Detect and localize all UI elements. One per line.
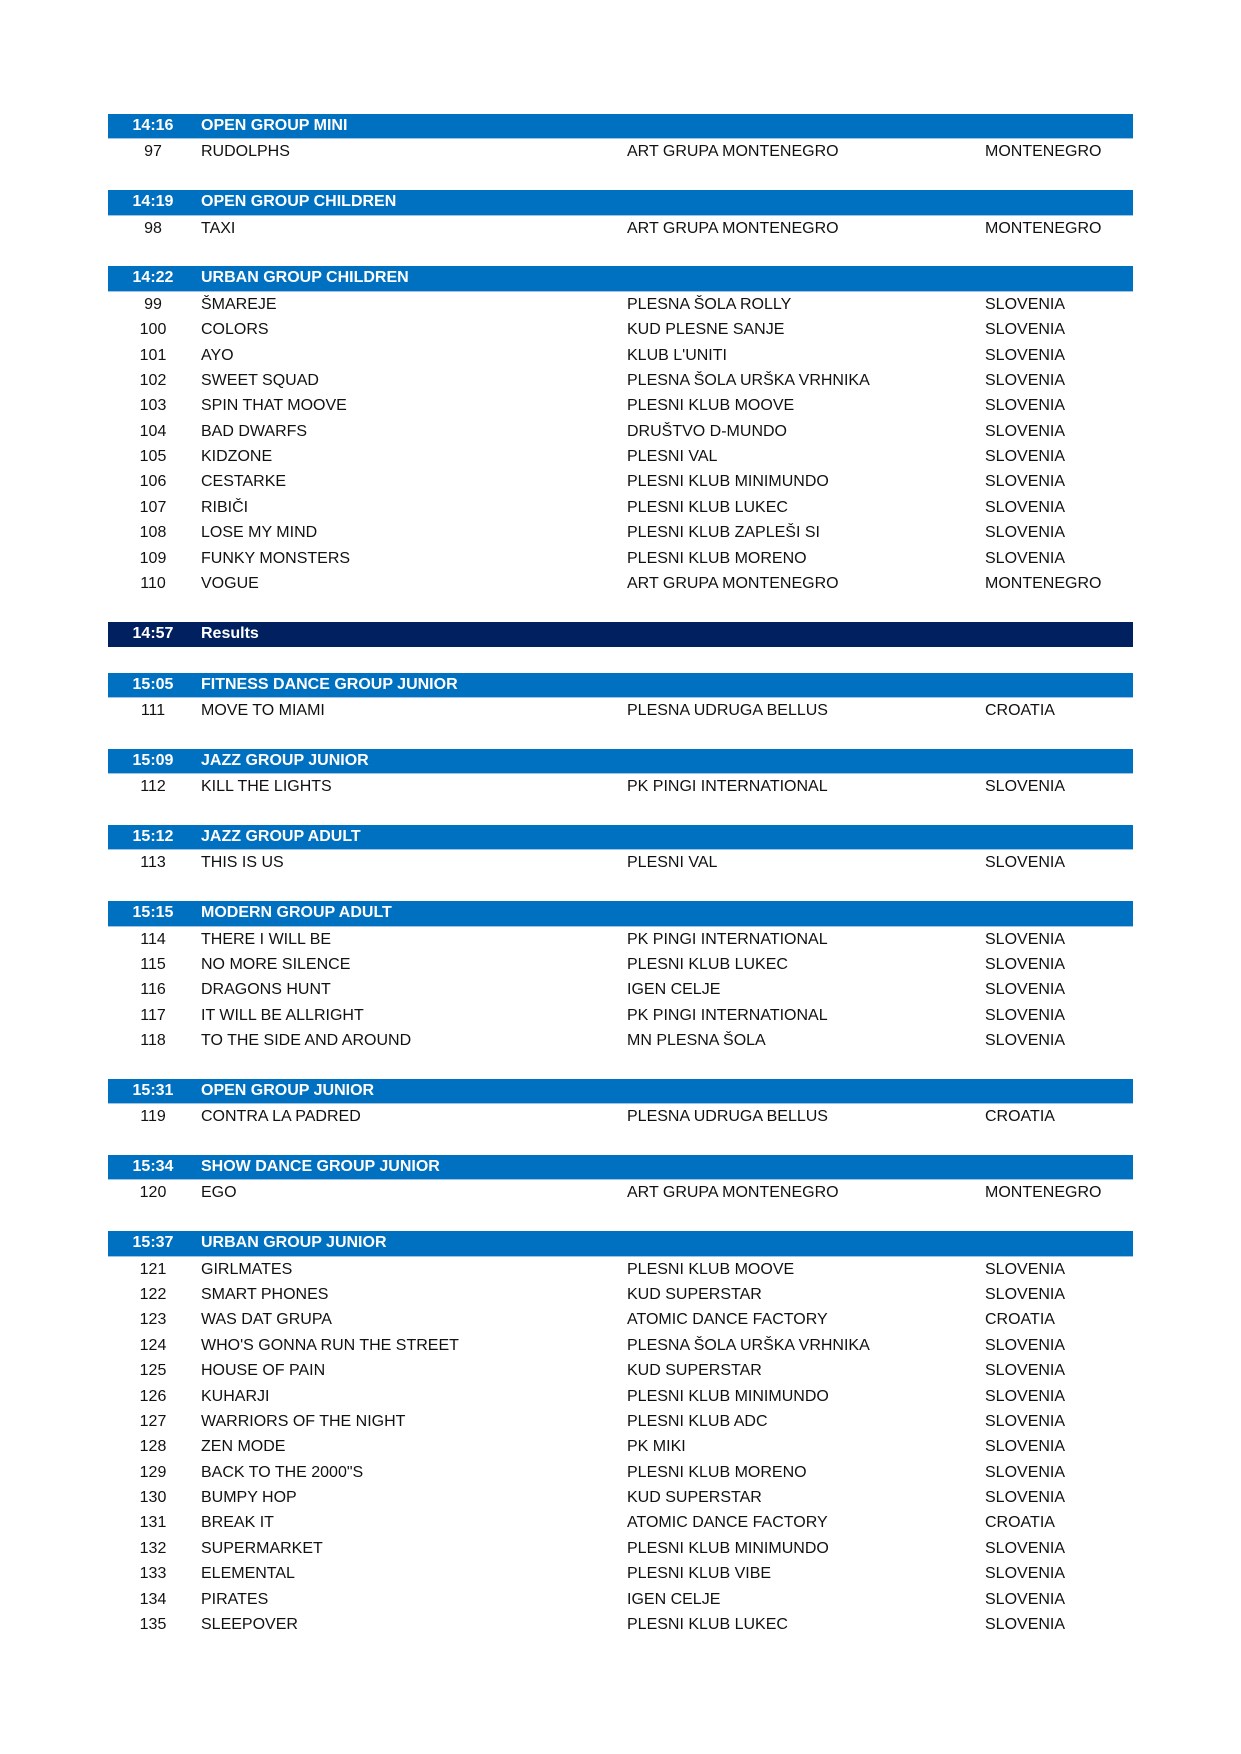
entry-name: SMART PHONES <box>201 1285 329 1303</box>
entry-club: MN PLESNA ŠOLA <box>627 1032 766 1050</box>
section-spacer <box>108 165 1133 190</box>
entry-name: KIDZONE <box>201 448 273 466</box>
schedule-section <box>108 1155 1133 1231</box>
entry-club: PLESNI KLUB VIBE <box>627 1565 772 1583</box>
entry-row <box>108 1587 1133 1612</box>
entry-number: 106 <box>139 473 167 491</box>
entry-row <box>108 419 1133 444</box>
entry-number: 105 <box>139 448 167 466</box>
entry-name: WARRIORS OF THE NIGHT <box>201 1412 406 1430</box>
entry-number: 102 <box>139 371 167 389</box>
entry-number: 128 <box>139 1438 167 1456</box>
section-title: JAZZ GROUP ADULT <box>201 827 361 845</box>
entry-club: PK PINGI INTERNATIONAL <box>627 778 828 796</box>
entry-club: ATOMIC DANCE FACTORY <box>627 1514 828 1532</box>
entry-number: 103 <box>139 397 167 415</box>
entry-number: 132 <box>139 1539 167 1557</box>
category-header <box>108 1155 1133 1180</box>
entry-row <box>108 1434 1133 1459</box>
entry-number: 124 <box>139 1336 167 1354</box>
section-spacer <box>108 1053 1133 1078</box>
entry-row <box>108 1104 1133 1129</box>
entry-club: KUD SUPERSTAR <box>627 1362 762 1380</box>
entry-row <box>108 1307 1133 1332</box>
entry-club: PK MIKI <box>627 1438 686 1456</box>
entry-number: 117 <box>140 1006 166 1024</box>
entry-club: ATOMIC DANCE FACTORY <box>627 1311 828 1329</box>
category-header <box>108 114 1133 139</box>
entry-club: PLESNA ŠOLA URŠKA VRHNIKA <box>627 1336 870 1354</box>
entry-country: SLOVENIA <box>985 295 1066 313</box>
entry-number: 100 <box>139 321 167 339</box>
entry-row <box>108 216 1133 241</box>
section-time: 15:09 <box>132 751 174 769</box>
entry-row <box>108 139 1133 164</box>
section-spacer <box>108 800 1133 825</box>
entry-number: 134 <box>139 1590 167 1608</box>
entry-club: PLESNI KLUB ZAPLEŠI SI <box>627 524 820 542</box>
entry-row <box>108 469 1133 494</box>
entry-row <box>108 698 1133 723</box>
entry-country: CROATIA <box>985 701 1055 719</box>
entry-name: BACK TO THE 2000"S <box>201 1463 364 1481</box>
entry-number: 115 <box>140 955 166 973</box>
entry-club: PLESNA ŠOLA URŠKA VRHNIKA <box>627 371 870 389</box>
entry-country: SLOVENIA <box>985 1032 1066 1050</box>
entry-name: GIRLMATES <box>201 1260 293 1278</box>
entry-number: 104 <box>139 422 167 440</box>
entry-row <box>108 850 1133 875</box>
entry-row <box>108 1561 1133 1586</box>
section-title: JAZZ GROUP JUNIOR <box>201 751 369 769</box>
entry-name: COLORS <box>201 321 269 339</box>
entry-number: 119 <box>140 1108 166 1126</box>
entry-country: SLOVENIA <box>985 1616 1066 1634</box>
entry-name: SLEEPOVER <box>201 1616 298 1634</box>
entry-number: 123 <box>139 1311 167 1329</box>
section-spacer <box>108 241 1133 266</box>
entry-name: CONTRA LA PADRED <box>201 1108 361 1126</box>
section-title: OPEN GROUP MINI <box>201 117 348 134</box>
entry-row <box>108 1180 1133 1205</box>
entry-number: 127 <box>139 1412 167 1430</box>
entry-number: 111 <box>140 701 166 719</box>
entry-number: 99 <box>144 295 162 313</box>
entry-row <box>108 1282 1133 1307</box>
entry-club: PLESNA ŠOLA ROLLY <box>627 295 792 313</box>
entry-club: IGEN CELJE <box>627 1590 721 1608</box>
entry-name: BAD DWARFS <box>201 422 308 440</box>
category-header <box>108 749 1133 774</box>
section-time: 15:12 <box>132 827 174 845</box>
entry-row <box>108 546 1133 571</box>
schedule-section <box>108 901 1133 1079</box>
section-time: 15:31 <box>132 1081 174 1099</box>
section-time: 15:37 <box>132 1234 174 1252</box>
entry-row <box>108 343 1133 368</box>
entry-club: PLESNI KLUB LUKEC <box>627 498 788 516</box>
section-time: 15:05 <box>132 675 174 693</box>
category-header <box>108 901 1133 926</box>
entry-number: 122 <box>139 1285 167 1303</box>
entry-club: PLESNI KLUB LUKEC <box>627 955 788 973</box>
entry-country: SLOVENIA <box>985 346 1066 364</box>
entry-country: SLOVENIA <box>985 371 1066 389</box>
entry-row <box>108 495 1133 520</box>
entry-club: PLESNI KLUB MOOVE <box>627 397 795 415</box>
schedule-table <box>108 114 1133 1637</box>
section-title: SHOW DANCE GROUP JUNIOR <box>201 1158 440 1176</box>
entry-country: SLOVENIA <box>985 930 1066 948</box>
entry-club: ART GRUPA MONTENEGRO <box>627 575 839 593</box>
entry-row <box>108 292 1133 317</box>
entry-country: CROATIA <box>985 1514 1055 1532</box>
entry-country: SLOVENIA <box>985 1539 1066 1557</box>
entry-name: ŠMAREJE <box>201 295 277 313</box>
entry-country: SLOVENIA <box>985 1565 1066 1583</box>
entry-number: 118 <box>140 1032 166 1050</box>
section-time: 14:19 <box>132 193 174 211</box>
entry-number: 108 <box>139 524 167 542</box>
entry-row <box>108 520 1133 545</box>
section-spacer <box>108 723 1133 748</box>
entry-country: SLOVENIA <box>985 955 1066 973</box>
entry-country: SLOVENIA <box>985 1463 1066 1481</box>
entry-row <box>108 1358 1133 1383</box>
entry-country: SLOVENIA <box>985 422 1066 440</box>
entry-club: PLESNA UDRUGA BELLUS <box>627 701 828 719</box>
category-header <box>108 825 1133 850</box>
section-title: Results <box>201 624 259 642</box>
entry-country: SLOVENIA <box>985 1590 1066 1608</box>
entry-name: KILL THE LIGHTS <box>201 778 332 796</box>
entry-country: SLOVENIA <box>985 1336 1066 1354</box>
schedule-section <box>108 1079 1133 1155</box>
entry-country: SLOVENIA <box>985 397 1066 415</box>
entry-number: 97 <box>144 143 162 161</box>
entry-row <box>108 1409 1133 1434</box>
entry-name: BREAK IT <box>201 1514 274 1532</box>
entry-name: EGO <box>201 1184 237 1202</box>
category-header <box>108 190 1133 215</box>
entry-club: PLESNI KLUB MORENO <box>627 549 807 567</box>
entry-name: TO THE SIDE AND AROUND <box>201 1032 412 1050</box>
section-spacer <box>108 1130 1133 1155</box>
entry-country: SLOVENIA <box>985 1260 1066 1278</box>
entry-row <box>108 1485 1133 1510</box>
entry-number: 113 <box>140 854 166 872</box>
section-title: URBAN GROUP JUNIOR <box>201 1234 387 1252</box>
entry-name: FUNKY MONSTERS <box>201 549 351 567</box>
schedule-section <box>108 190 1133 266</box>
entry-name: RUDOLPHS <box>201 143 290 161</box>
results-header <box>108 622 1133 647</box>
entry-country: SLOVENIA <box>985 448 1066 466</box>
entry-club: PLESNI KLUB MORENO <box>627 1463 807 1481</box>
entry-country: CROATIA <box>985 1311 1055 1329</box>
entry-number: 110 <box>140 575 166 593</box>
entry-number: 126 <box>139 1387 167 1405</box>
entry-name: RIBIČI <box>201 498 249 516</box>
entry-name: ZEN MODE <box>201 1438 286 1456</box>
entry-row <box>108 571 1133 596</box>
category-header <box>108 266 1133 291</box>
entry-country: SLOVENIA <box>985 1412 1066 1430</box>
entry-number: 130 <box>139 1489 167 1507</box>
entry-club: KUD PLESNE SANJE <box>627 321 785 339</box>
entry-country: SLOVENIA <box>985 1438 1066 1456</box>
entry-country: SLOVENIA <box>985 1006 1066 1024</box>
entry-name: MOVE TO MIAMI <box>201 701 325 719</box>
entry-name: SPIN THAT MOOVE <box>201 397 347 415</box>
schedule-section <box>108 114 1133 190</box>
entry-name: AYO <box>201 346 234 364</box>
entry-country: SLOVENIA <box>985 321 1066 339</box>
entry-row <box>108 1257 1133 1282</box>
section-time: 14:16 <box>132 117 174 134</box>
entry-country: SLOVENIA <box>985 473 1066 491</box>
entry-name: NO MORE SILENCE <box>201 955 351 973</box>
entry-row <box>108 393 1133 418</box>
entry-club: PK PINGI INTERNATIONAL <box>627 930 828 948</box>
entry-row <box>108 1003 1133 1028</box>
entry-name: IT WILL BE ALLRIGHT <box>201 1006 364 1024</box>
entry-name: WAS DAT GRUPA <box>201 1311 332 1329</box>
entry-number: 125 <box>139 1362 167 1380</box>
entry-name: ELEMENTAL <box>201 1565 295 1583</box>
entry-country: SLOVENIA <box>985 1387 1066 1405</box>
entry-number: 131 <box>139 1514 167 1532</box>
category-header <box>108 673 1133 698</box>
schedule-section <box>108 266 1133 621</box>
entry-row <box>108 1460 1133 1485</box>
entry-club: PLESNI KLUB LUKEC <box>627 1616 788 1634</box>
entry-row <box>108 1384 1133 1409</box>
section-title: FITNESS DANCE GROUP JUNIOR <box>201 675 458 693</box>
schedule-section <box>108 673 1133 749</box>
section-title: URBAN GROUP CHILDREN <box>201 269 409 287</box>
entry-club: KUD SUPERSTAR <box>627 1285 762 1303</box>
entry-row <box>108 317 1133 342</box>
entry-country: MONTENEGRO <box>985 143 1102 161</box>
entry-name: SWEET SQUAD <box>201 371 319 389</box>
entry-row <box>108 1510 1133 1535</box>
entry-club: IGEN CELJE <box>627 981 721 999</box>
entry-club: ART GRUPA MONTENEGRO <box>627 219 839 237</box>
entry-row <box>108 774 1133 799</box>
entry-number: 135 <box>139 1616 167 1634</box>
entry-row <box>108 977 1133 1002</box>
entry-row <box>108 1536 1133 1561</box>
entry-club: PLESNI KLUB MINIMUNDO <box>627 1539 829 1557</box>
entry-club: PLESNI KLUB MINIMUNDO <box>627 1387 829 1405</box>
entry-number: 98 <box>144 219 162 237</box>
entry-name: VOGUE <box>201 575 259 593</box>
entry-name: THIS IS US <box>201 854 284 872</box>
entry-club: ART GRUPA MONTENEGRO <box>627 1184 839 1202</box>
schedule-section <box>108 1231 1133 1637</box>
section-title: OPEN GROUP JUNIOR <box>201 1081 375 1099</box>
entry-number: 101 <box>139 346 167 364</box>
entry-row <box>108 952 1133 977</box>
section-time: 14:57 <box>132 624 174 642</box>
entry-club: KUD SUPERSTAR <box>627 1489 762 1507</box>
entry-country: SLOVENIA <box>985 1285 1066 1303</box>
entry-row <box>108 444 1133 469</box>
entry-number: 121 <box>139 1260 167 1278</box>
entry-club: PLESNI VAL <box>627 448 718 466</box>
schedule-section <box>108 622 1133 673</box>
entry-name: THERE I WILL BE <box>201 930 332 948</box>
entry-club: PLESNI KLUB ADC <box>627 1412 768 1430</box>
entry-number: 107 <box>139 498 167 516</box>
section-title: OPEN GROUP CHILDREN <box>201 193 397 211</box>
entry-name: LOSE MY MIND <box>201 524 318 542</box>
entry-name: BUMPY HOP <box>201 1489 297 1507</box>
entry-name: CESTARKE <box>201 473 287 491</box>
entry-name: TAXI <box>201 219 236 237</box>
section-spacer <box>108 876 1133 901</box>
entry-club: DRUŠTVO D-MUNDO <box>627 422 787 440</box>
entry-country: CROATIA <box>985 1108 1055 1126</box>
entry-name: WHO'S GONNA RUN THE STREET <box>201 1336 459 1354</box>
entry-club: PLESNA UDRUGA BELLUS <box>627 1108 828 1126</box>
entry-country: SLOVENIA <box>985 498 1066 516</box>
entry-row <box>108 1028 1133 1053</box>
entry-number: 112 <box>140 778 166 796</box>
category-header <box>108 1231 1133 1256</box>
entry-club: PLESNI KLUB MINIMUNDO <box>627 473 829 491</box>
section-title: MODERN GROUP ADULT <box>201 904 392 922</box>
entry-number: 109 <box>139 549 167 567</box>
entry-name: HOUSE OF PAIN <box>201 1362 326 1380</box>
entry-name: KUHARJI <box>201 1387 270 1405</box>
entry-club: PK PINGI INTERNATIONAL <box>627 1006 828 1024</box>
entry-name: SUPERMARKET <box>201 1539 323 1557</box>
entry-club: PLESNI VAL <box>627 854 718 872</box>
entry-country: SLOVENIA <box>985 1362 1066 1380</box>
schedule-section <box>108 749 1133 825</box>
entry-club: PLESNI KLUB MOOVE <box>627 1260 795 1278</box>
entry-number: 116 <box>140 981 166 999</box>
category-header <box>108 1079 1133 1104</box>
entry-number: 129 <box>139 1463 167 1481</box>
entry-country: MONTENEGRO <box>985 575 1102 593</box>
section-spacer <box>108 596 1133 621</box>
entry-country: MONTENEGRO <box>985 1184 1102 1202</box>
section-time: 14:22 <box>132 269 174 287</box>
entry-country: SLOVENIA <box>985 524 1066 542</box>
entry-number: 120 <box>139 1184 167 1202</box>
entry-row <box>108 1612 1133 1637</box>
section-time: 15:15 <box>132 904 174 922</box>
entry-row <box>108 368 1133 393</box>
entry-country: SLOVENIA <box>985 778 1066 796</box>
entry-number: 114 <box>140 930 166 948</box>
entry-country: MONTENEGRO <box>985 219 1102 237</box>
entry-country: SLOVENIA <box>985 854 1066 872</box>
entry-row <box>108 927 1133 952</box>
entry-row <box>108 1333 1133 1358</box>
entry-club: KLUB L'UNITI <box>627 346 727 364</box>
entry-number: 133 <box>139 1565 167 1583</box>
entry-name: DRAGONS HUNT <box>201 981 331 999</box>
section-time: 15:34 <box>132 1158 174 1176</box>
entry-country: SLOVENIA <box>985 981 1066 999</box>
entry-club: ART GRUPA MONTENEGRO <box>627 143 839 161</box>
entry-name: PIRATES <box>201 1590 269 1608</box>
section-spacer <box>108 647 1133 672</box>
section-spacer <box>108 1206 1133 1231</box>
entry-country: SLOVENIA <box>985 549 1066 567</box>
schedule-section <box>108 825 1133 901</box>
entry-country: SLOVENIA <box>985 1489 1066 1507</box>
